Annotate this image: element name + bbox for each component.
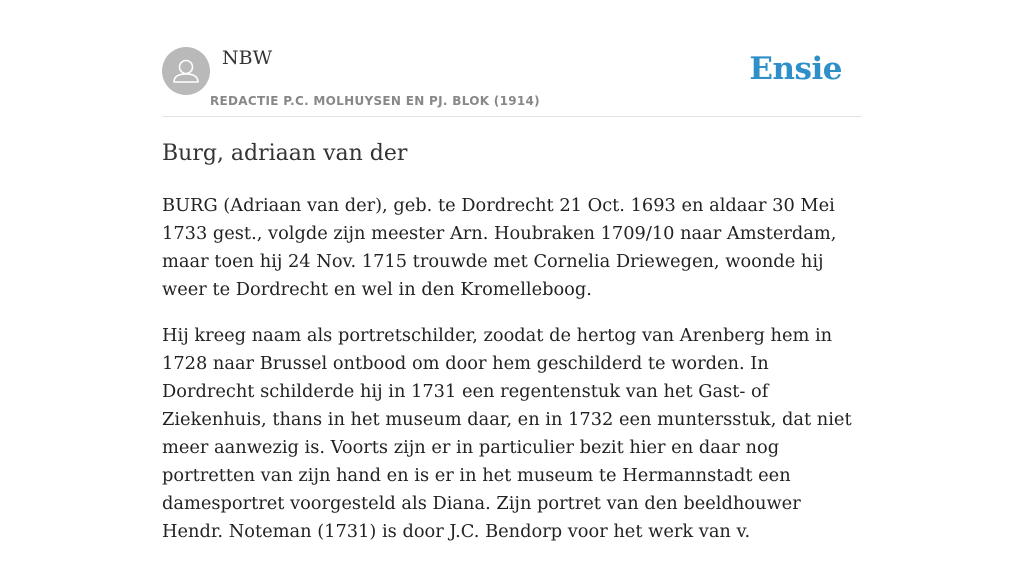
page-title: Burg, adriaan van der	[162, 141, 408, 166]
article-paragraph: Hij kreeg naam als portretschilder, zoodat de hertog van Arenberg hem in 1728 naar Brussel ontbood om door hem geschilderd te worden. In Dordrecht schilderde hij in 1731 een regentenstuk van het Gast- of Ziekenhuis, thans in het museum daar, en in 1732 een muntersstuk, dat niet meer aanwezig is. Voorts zijn er in particulier bezit hier en daar nog portretten van zijn hand en is er in het museum te Hermannstadt een damesportret voorgesteld als Diana. Zijn portret van den beeldhouwer Hendr. Noteman (1731) is door J.C. Bendorp voor het werk van v.	[162, 325, 852, 542]
author-name[interactable]: NBW	[222, 47, 273, 69]
brand-logo[interactable]: Ensie	[749, 51, 842, 87]
source-header	[162, 46, 862, 117]
article-body	[162, 192, 862, 564]
author-avatar[interactable]	[162, 47, 210, 95]
user-icon	[162, 47, 210, 95]
author-subtitle: REDACTIE P.C. MOLHUYSEN EN PJ. BLOK (1914)	[210, 94, 540, 108]
article-paragraph: BURG (Adriaan van der), geb. te Dordrecht 21 Oct. 1693 en aldaar 30 Mei 1733 gest., volgde zijn meester Arn. Houbraken 1709/10 naar Amsterdam, maar toen hij 24 Nov. 1715 trouwde met Cornelia Driewegen, woonde hij weer te Dordrecht en wel in den Kromelleboog.	[162, 195, 837, 300]
